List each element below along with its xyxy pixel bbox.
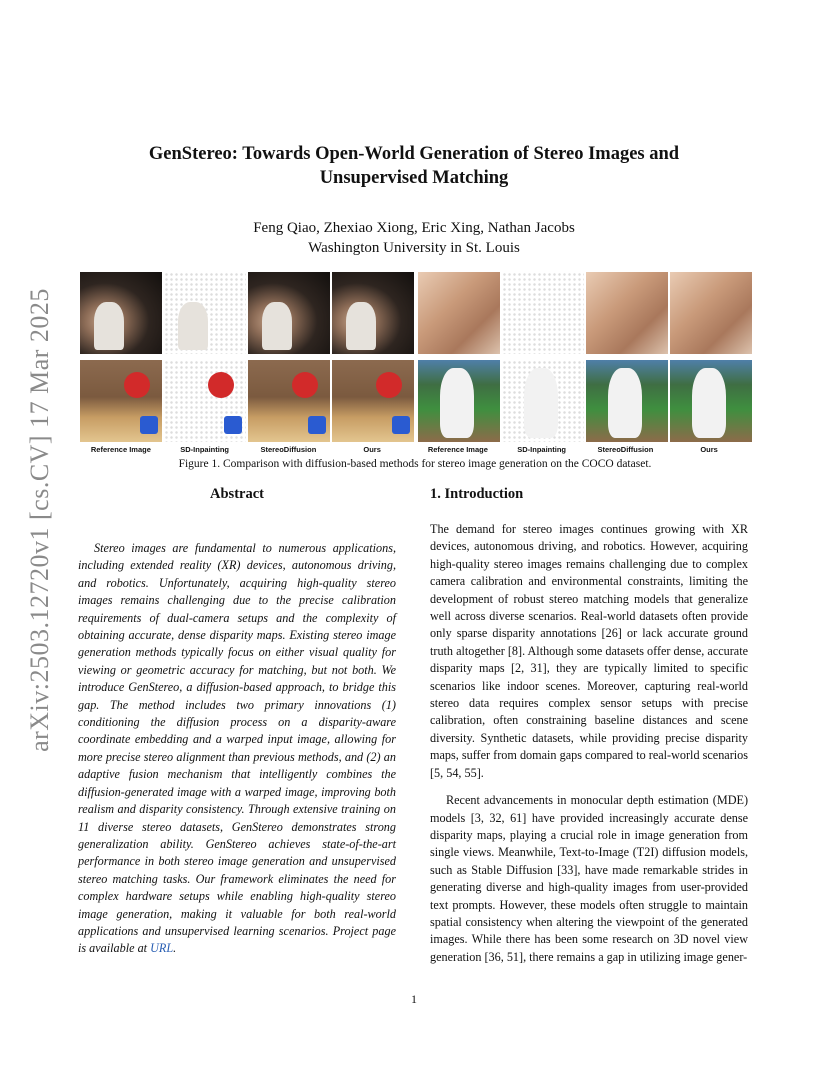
figure-tile-man-ours bbox=[332, 272, 414, 354]
figure-label: SD-Inpainting bbox=[180, 445, 229, 454]
figure-tile-baseball-stereodiffusion bbox=[586, 360, 668, 442]
figure-tile-baseball-reference bbox=[418, 360, 500, 442]
figure-tile-baseball-sd-inpainting bbox=[502, 360, 584, 442]
arxiv-stamp-text: arXiv:2503.12720v1 [cs.CV] 17 Mar 2025 bbox=[25, 288, 54, 752]
figure-labels bbox=[80, 445, 750, 454]
figure-tile-stop-sd-inpainting bbox=[164, 360, 246, 442]
figure-tile-stop-reference bbox=[80, 360, 162, 442]
intro-heading: 1. Introduction bbox=[430, 486, 524, 502]
figure-tile-man-reference bbox=[80, 272, 162, 354]
abstract-body: Stereo images are fundamental to numerous applications, including extended reality (XR) devices, autonomous driving, and robotics. Unfortunately, acquiring high-quality stereo images remains challenging due to the precise calibration requirements of dual-camera setups and the complexity of obtaining accurate, dense disparity maps. Existing stereo image generation methods typically focus on either visual quality for viewing or geometric accuracy for matching, but not both. We introduce GenStereo, a diffusion-based approach, to bridge this gap. The method includes two primary innovations (1) conditioning the diffusion process on a disparity-aware coordinate embedding and a warped input image, allowing for more precise stereo alignment than previous methods, and (2) an adaptive fusion mechanism that intelligently combines the diffusion-generated image with a warped image, improving both realism and disparity consistency. Through extensive training on 11 diverse stereo datasets, GenStereo demonstrates strong generalization ability. GenStereo achieves state-of-the-art performance in both stereo image generation and unsupervised stereo matching tasks. Our framework eliminates the need for complex hardware setups while enabling high-quality stereo image generation, making it valuable for both real-world applications and unsupervised learning scenarios. Project page is available at bbox=[78, 541, 396, 956]
intro-column bbox=[430, 486, 748, 966]
title-line-2: Unsupervised Matching bbox=[319, 168, 509, 188]
arxiv-stamp bbox=[25, 280, 55, 760]
page-number: 1 bbox=[411, 992, 417, 1006]
authors: Feng Qiao, Zhexiao Xiong, Eric Xing, Nathan Jacobs bbox=[253, 220, 575, 236]
figure-label: Ours bbox=[700, 445, 718, 454]
figure-tile-closeup-sd-inpainting bbox=[502, 272, 584, 354]
figure-label: Ours bbox=[363, 445, 381, 454]
figure-tile-man-stereodiffusion bbox=[248, 272, 330, 354]
intro-paragraph-1: The demand for stereo images continues growing with XR devices, autonomous driving, and robotics. However, acquiring high-quality stereo images remains challenging due to complex camera calibration and environmental constraints, limiting the development of robust stereo matching models that generalize well across diverse scenarios. Real-world datasets often provide only sparse disparity annotations [26] or lack accurate ground truth altogether [8]. Although some datasets offer dense, accurate disparity maps [2, 31], they are typically limited to specific scenarios like indoor scenes. Moreover, capturing real-world stereo data requires complex sensor setups with precise calibration, often constraining baseline distances and scene diversity. Synthetic datasets, while providing precise disparity maps, suffer from domain gaps compared to real-world scenarios [5, 54, 55]. bbox=[430, 522, 748, 780]
figure-tile-closeup-reference bbox=[418, 272, 500, 354]
figure-group-baseball bbox=[418, 360, 752, 442]
abstract-heading: Abstract bbox=[210, 486, 264, 502]
figure-group-stop bbox=[80, 360, 414, 442]
figure-group-closeup bbox=[418, 272, 752, 354]
figure-row-1 bbox=[80, 272, 750, 354]
abstract-end: . bbox=[173, 941, 177, 956]
figure-label: SD-Inpainting bbox=[517, 445, 566, 454]
figure-1 bbox=[80, 272, 750, 454]
project-page-link[interactable]: URL bbox=[150, 941, 174, 956]
abstract-column bbox=[78, 486, 396, 970]
title-line-1: GenStereo: Towards Open-World Generation of Stereo Images and bbox=[148, 144, 680, 164]
figure-tile-baseball-ours bbox=[670, 360, 752, 442]
figure-label: Reference Image bbox=[427, 445, 488, 454]
paper-title bbox=[100, 142, 728, 190]
author-block bbox=[100, 218, 728, 258]
figure-tile-man-sd-inpainting bbox=[164, 272, 246, 354]
figure-tile-stop-stereodiffusion bbox=[248, 360, 330, 442]
figure-caption: Figure 1. Comparison with diffusion-based methods for stereo image generation on the COCO dataset. bbox=[178, 458, 652, 470]
figure-row-2 bbox=[80, 360, 750, 442]
figure-group-man bbox=[80, 272, 414, 354]
figure-label: StereoDiffusion bbox=[260, 445, 317, 454]
figure-tile-closeup-stereodiffusion bbox=[586, 272, 668, 354]
affiliation: Washington University in St. Louis bbox=[308, 240, 520, 256]
intro-paragraph-2: Recent advancements in monocular depth estimation (MDE) models [3, 32, 61] have provided increasingly accurate dense disparity maps, playing a crucial role in image generation from single views. Meanwhile, Text-to-Image (T2I) diffusion models, such as Stable Diffusion [33], have made remarkable strides in generating diverse and high-quality images from user-provided text prompts. However, these models often struggle to maintain spatial consistency when altering the viewpoint of the generated images. While there has been some research on 3D novel view generation [36, 51], there remains a gap in utilizing image gener- bbox=[430, 793, 748, 964]
figure-tile-closeup-ours bbox=[670, 272, 752, 354]
figure-tile-stop-ours bbox=[332, 360, 414, 442]
figure-label: Reference Image bbox=[90, 445, 151, 454]
figure-label: StereoDiffusion bbox=[597, 445, 654, 454]
abstract-text bbox=[78, 540, 396, 958]
